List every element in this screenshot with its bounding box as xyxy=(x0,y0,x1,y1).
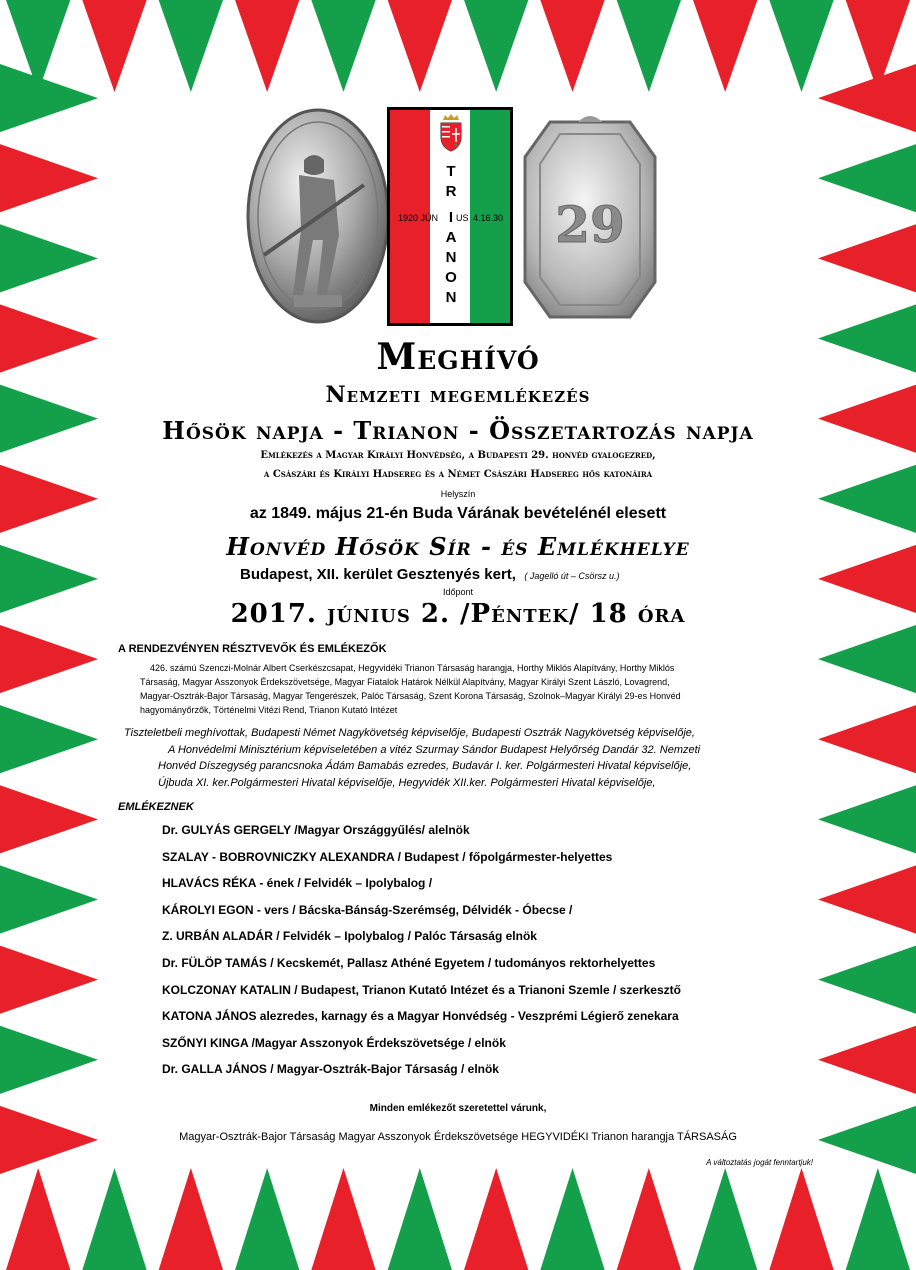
bunting-flag xyxy=(388,0,452,92)
honorary-guest-line: Tiszteletbeli meghívottak, Budapesti Német Nagykövetség képviselője, Budapesti Osztrák Nagykövetség képviselője, xyxy=(124,727,695,739)
venue-name: Honvéd Hősök Sír - és Emlékhelye xyxy=(226,532,690,561)
bunting-flag xyxy=(818,865,916,933)
bunting-flag xyxy=(769,0,833,92)
bunting-flag xyxy=(617,1168,681,1270)
bunting-flag xyxy=(82,1168,146,1270)
emblem-letter: T xyxy=(446,163,456,180)
regiment-29-badge-image xyxy=(520,112,660,322)
soldier-medal-image xyxy=(244,105,392,327)
bunting-flag xyxy=(82,0,146,92)
bunting-flag xyxy=(818,705,916,773)
venue-intro: az 1849. május 21-én Buda Várának bevételénél elesett xyxy=(249,505,667,522)
bunting-flag xyxy=(540,1168,604,1270)
bunting-flag xyxy=(464,1168,528,1270)
speaker-item: HLAVÁCS RÉKA - ének / Felvidék – Ipolybalog / xyxy=(162,876,433,891)
svg-text:29: 29 xyxy=(555,195,625,254)
organizers-text: Magyar-Osztrák-Bajor Társaság Magyar Asszonyok Érdekszövetsége HEGYVIDÉKI Trianon harangja TÁRSASÁG xyxy=(179,1131,737,1143)
bunting-flag xyxy=(6,1168,70,1270)
emblem-letter: I xyxy=(448,209,454,226)
trianon-emblem xyxy=(387,107,513,326)
invitation-title: Meghívó xyxy=(376,336,540,378)
event-name: Hősök napja - Trianon - Összetartozás napja xyxy=(162,416,754,445)
bunting-flag xyxy=(159,0,223,92)
bunting-flag xyxy=(0,946,98,1014)
honorary-guest-line: A Honvédelmi Minisztérium képviseletében a vitéz Szurmay Sándor Budapest Helyőrség Dandár 32. Nemzeti xyxy=(168,743,701,756)
invitation-subtitle: Nemzeti megemlékezés xyxy=(325,382,591,408)
time-label: Időpont xyxy=(442,587,474,597)
speaker-item: KATONA JÁNOS alezredes, karnagy és a Magyar Honvédség - Veszprémi Légierő zenekara xyxy=(162,1009,679,1024)
bunting-flag xyxy=(818,224,916,292)
bunting-flag xyxy=(846,1168,910,1270)
emblem-letter: O xyxy=(445,269,457,286)
bunting-flag xyxy=(388,1168,452,1270)
welcome-text: Minden emlékezőt szeretettel várunk, xyxy=(369,1103,547,1114)
trianon-vertical-text xyxy=(442,162,460,308)
bunting-top-triangles xyxy=(6,0,910,92)
participant-line: Társaság, Magyar Asszonyok Érdekszövetsége, Magyar Fiatalok Határok Nélkül Alapítvány, Magyar Királyi Szent László, Lovagrend, xyxy=(140,677,670,687)
emblem-letter: R xyxy=(445,183,457,200)
bunting-flag xyxy=(0,1026,98,1094)
bunting-flag xyxy=(0,64,98,132)
emblem-letter: N xyxy=(445,249,457,266)
speaker-item: Dr. FÜLÖP TAMÁS / Kecskemét, Pallasz Athéné Egyetem / tudományos rektorhelyettes xyxy=(162,956,656,970)
venue-address-note: ( Jagelló út – Csörsz u.) xyxy=(524,571,620,581)
bunting-flag xyxy=(464,0,528,92)
bunting-flag xyxy=(818,785,916,853)
bunting-flag xyxy=(818,1026,916,1094)
participants-heading: A RENDEZVÉNYEN RÉSZTVEVŐK ÉS EMLÉKEZŐK xyxy=(118,643,387,655)
speaker-item: Dr. GALLA JÁNOS / Magyar-Osztrák-Bajor Társaság / elnök xyxy=(162,1062,499,1077)
emblem-date-mid: US xyxy=(456,213,469,223)
commemoration-line-1: Emlékezés a Magyar Királyi Honvédség, a Budapesti 29. honvéd gyalogezred, xyxy=(260,450,656,461)
bunting-flag xyxy=(769,1168,833,1270)
bunting-flag xyxy=(818,144,916,212)
bunting-flag xyxy=(235,1168,299,1270)
commemoration-line-2: a Császári és Királyi Hadsereg és a Német Császári Hadsereg hős katonáira xyxy=(263,469,653,480)
participant-line: Magyar-Osztrák-Bajor Társaság, Magyar Tengerészek, Palóc Társaság, Szent Korona Társaság, Szolnok–Magyar Királyi 29-es Honvéd xyxy=(140,691,681,701)
participant-line: 426. számú Szenczi-Molnár Albert Cserkészcsapat, Hegyvidéki Trianon Társaság harangja, Horthy Miklós Alapítvány, Horthy Miklós xyxy=(150,663,675,673)
honorary-guest-line: Újbuda XI. ker.Polgármesteri Hivatal képviselője, Hegyvidék XII.ker. Polgármesteri Hivatal képviselője, xyxy=(158,776,656,789)
venue-address: Budapest, XII. kerület Gesztenyés kert, xyxy=(240,566,516,583)
bunting-flag xyxy=(0,144,98,212)
bunting-flag xyxy=(818,946,916,1014)
participant-line: hagyományőrzők, Történelmi Vitézi Rend, Trianon Kutató Intézet xyxy=(140,705,398,715)
venue-label: Helyszín xyxy=(440,489,476,499)
bunting-flag xyxy=(235,0,299,92)
bunting-flag xyxy=(311,0,375,92)
bunting-flag xyxy=(0,625,98,693)
bunting-flag xyxy=(0,785,98,853)
speaker-item: KÁROLYI EGON - vers / Bácska-Bánság-Szerémség, Délvidék - Óbecse / xyxy=(162,902,573,917)
emblem-letter: A xyxy=(445,229,457,246)
speaker-item: Z. URBÁN ALADÁR / Felvidék – Ipolybalog / Palóc Társaság elnök xyxy=(162,929,537,944)
bunting-flag xyxy=(0,865,98,933)
bunting-flag xyxy=(0,224,98,292)
bunting-bottom-triangles xyxy=(6,1168,910,1270)
bunting-flag xyxy=(311,1168,375,1270)
speaker-item: KOLCZONAY KATALIN / Budapest, Trianon Kutató Intézet és a Trianoni Szemle / szerkesztő xyxy=(162,982,681,997)
event-time: 2017. június 2. /Péntek/ 18 óra xyxy=(230,599,686,629)
emblem-letter: N xyxy=(445,289,457,306)
honorary-guest-line: Honvéd Díszegység parancsnoka Ádám Bamabás ezredes, Budavár I. ker. Polgármesteri Hivatal képviselője, xyxy=(158,760,692,772)
bunting-flag xyxy=(0,705,98,773)
venue-address-row xyxy=(240,566,680,584)
emblem-date-right: 4.16.30 xyxy=(473,213,504,223)
speaker-item: SZŐNYI KINGA /Magyar Asszonyok Érdekszövetsége / elnök xyxy=(162,1035,506,1050)
emblem-date-left: 1920 JÚN xyxy=(398,213,439,223)
bunting-flag xyxy=(693,1168,757,1270)
bunting-flag xyxy=(818,625,916,693)
bunting-flag xyxy=(540,0,604,92)
speaker-item: SZALAY - BOBROVNICZKY ALEXANDRA / Budapest / főpolgármester-helyettes xyxy=(162,849,613,864)
hungarian-coat-of-arms-icon xyxy=(434,114,468,154)
bunting-flag xyxy=(159,1168,223,1270)
speakers-heading: EMLÉKEZNEK xyxy=(118,801,194,813)
speaker-item: Dr. GULYÁS GERGELY /Magyar Országgyűlés/ alelnök xyxy=(162,823,470,837)
bunting-flag xyxy=(818,64,916,132)
disclaimer-text: A változtatás jogát fenntartjuk! xyxy=(706,1158,813,1167)
bunting-flag xyxy=(617,0,681,92)
bunting-flag xyxy=(693,0,757,92)
